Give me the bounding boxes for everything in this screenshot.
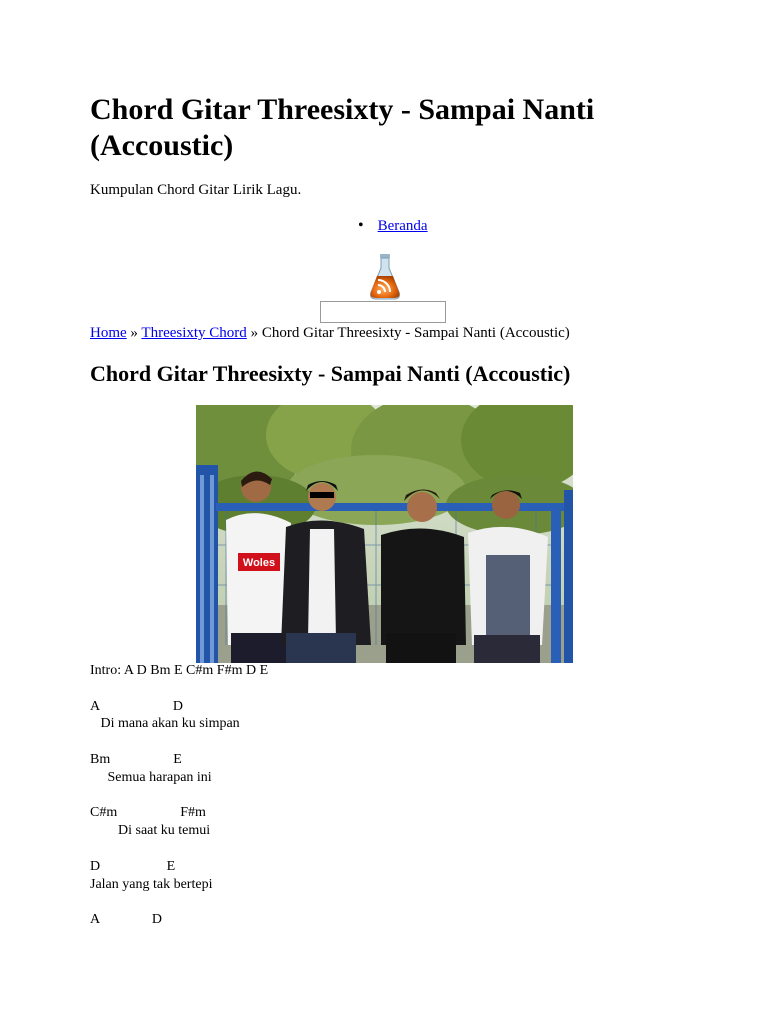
lyric-line	[90, 680, 268, 698]
list-bullet: •	[358, 217, 364, 234]
shirt-logo: Woles	[242, 557, 276, 569]
search-input[interactable]	[320, 301, 446, 323]
breadcrumb-home-link[interactable]: Home	[90, 325, 127, 341]
breadcrumb-separator: »	[250, 325, 259, 341]
lyric-line	[90, 787, 268, 805]
rss-flask-icon[interactable]	[368, 252, 402, 302]
lyric-line	[90, 840, 268, 858]
breadcrumb	[90, 325, 570, 342]
breadcrumb-category-link[interactable]: Threesixty Chord	[141, 325, 247, 341]
nav-menu	[358, 217, 428, 235]
lyric-line: Intro: A D Bm E C#m F#m D E	[90, 663, 269, 678]
breadcrumb-current: Chord Gitar Threesixty - Sampai Nanti (Accoustic)	[261, 325, 570, 341]
lyric-line	[90, 733, 268, 751]
lyric-line: Di mana akan ku simpan	[90, 716, 240, 732]
band-photo	[196, 405, 573, 663]
post-title: Chord Gitar Threesixty - Sampai Nanti (Accoustic)	[90, 361, 571, 386]
lyric-line: D E	[90, 858, 176, 874]
nav-link-beranda[interactable]: Beranda	[377, 217, 428, 234]
lyric-line: Semua harapan ini	[90, 769, 212, 785]
lyric-line	[90, 893, 268, 911]
lyric-line: Di saat ku temui	[90, 823, 211, 839]
lyric-line: Bm E	[90, 751, 182, 767]
lyric-line: A D	[90, 912, 162, 928]
breadcrumb-separator: »	[130, 325, 138, 341]
blog-title: Chord Gitar Threesixty - Sampai Nanti (Accoustic)	[90, 93, 595, 162]
lyric-line: A D	[90, 698, 183, 714]
lyrics-block	[90, 662, 268, 929]
lyric-line: C#m F#m	[90, 805, 206, 821]
lyric-line: Jalan yang tak bertepi	[90, 876, 213, 892]
blog-tagline: Kumpulan Chord Gitar Lirik Lagu.	[90, 182, 302, 198]
